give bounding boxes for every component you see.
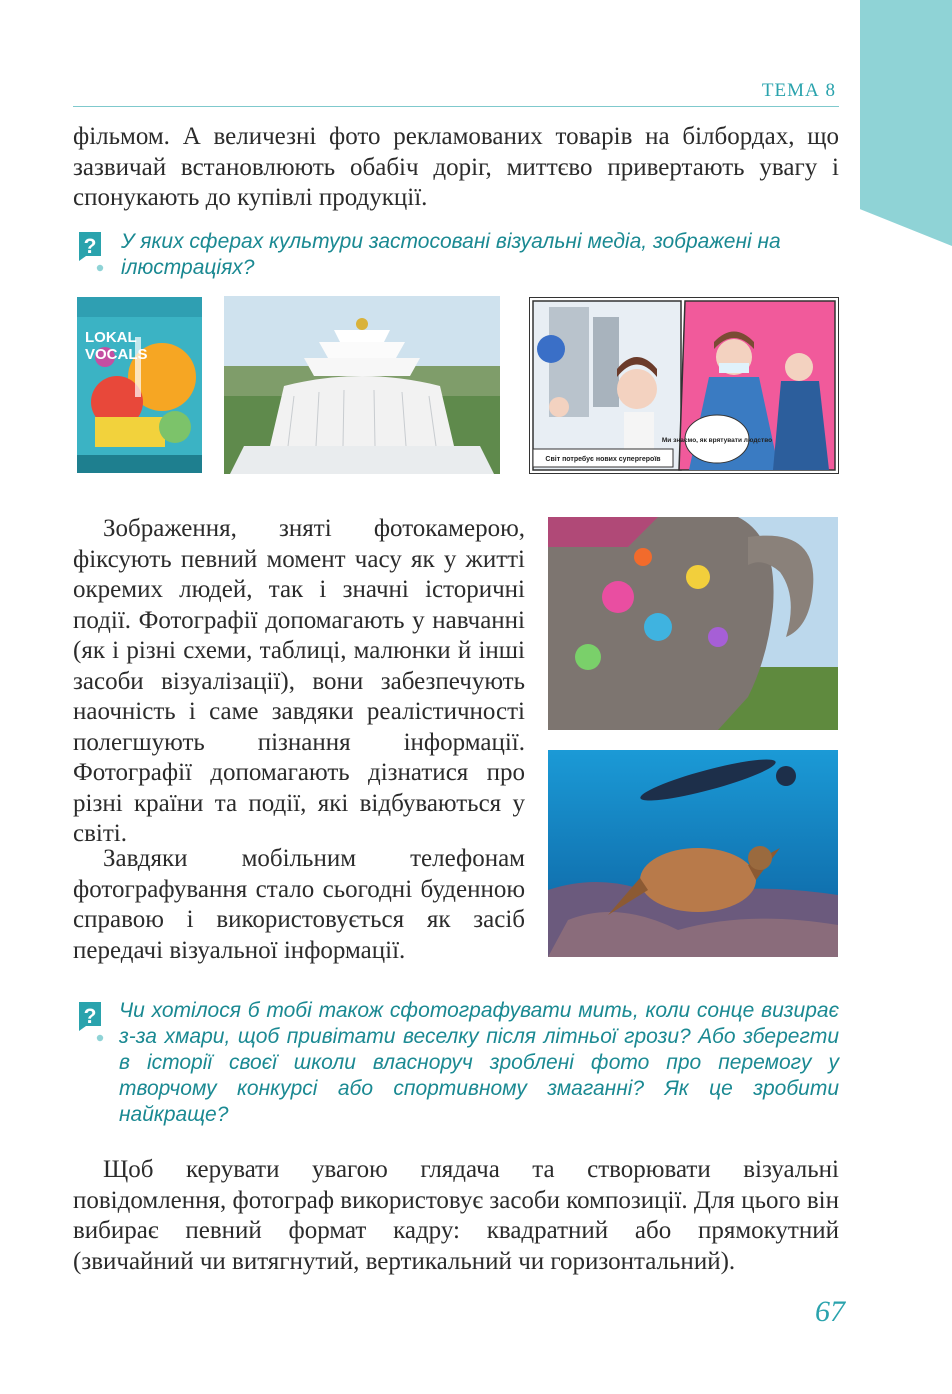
intro-paragraph: фільмом. А величезні фото рекламованих товарів на білбордах, що зазвичай встановлюють обабіч доріг, миттєво привертають увагу і спонукають до купівлі продукції. xyxy=(73,123,839,211)
pavilion-architecture-image xyxy=(224,296,500,474)
svg-text:?: ? xyxy=(83,1005,97,1028)
decorated-elephant-photo xyxy=(548,517,838,730)
header-rule xyxy=(73,106,839,107)
poster-title-2: VOCALS xyxy=(85,346,148,363)
corner-tab xyxy=(860,0,952,246)
question-1: У яких сферах культури застосовані візуальні медіа, зображені на ілюстраціях? xyxy=(121,230,781,279)
closing-paragraph: Щоб керувати увагою глядача та створювати візуальні повідомлення, фотограф використовує засоби композиції. Для цього він вибирає певний формат кадру: квадратний або прямокутний (звичайний чи витягнутий, вертикальний чи горизонтальний). xyxy=(73,1156,839,1275)
comic-caption-right: Ми знаємо, як врятувати людство xyxy=(661,437,773,444)
photo-paragraph-1: Зображення, зняті фотокамерою, фіксують певний момент часу як у житті окремих людей, так і значні історичні події. Фотографії допомагають у навчанні (як і різні схеми, таблиці, малюнки й інші засоби візуалізації), вони забезпечують наочність і саме завдяки реалістичності полегшують пізнання інформації. Фотографії допомагають дізнатися про різні країни та події, які відбуваються у світі. xyxy=(73,515,525,847)
photo-paragraph-2: Завдяки мобільним телефонам фотографування стало сьогодні буденною справою і використовується як засіб передачі візуальної інформації. xyxy=(73,845,525,964)
svg-text:?: ? xyxy=(83,235,97,258)
question-2: Чи хотілося б тобі також сфотографувати мить, коли сонце визирає з-за хмари, щоб привітати веселку після літньої грози? Або зберегти в історії своєї школи власноруч зроблені фото про перемогу у творчому конкурсі або спортивному змаганні? Як це зробити найкраще? xyxy=(119,999,839,1126)
question-mark-icon xyxy=(76,230,104,274)
sea-turtle-diver-photo xyxy=(548,750,838,957)
question-mark-icon xyxy=(76,1000,104,1044)
comic-superheroes-image xyxy=(529,297,839,474)
topic-header: ТЕМА 8 xyxy=(761,80,836,101)
festival-poster-image xyxy=(77,297,202,473)
comic-caption-left: Світ потребує нових супергероїв xyxy=(545,456,661,463)
page-number: 67 xyxy=(815,1295,845,1328)
poster-title-1: LOKAL xyxy=(85,329,137,346)
